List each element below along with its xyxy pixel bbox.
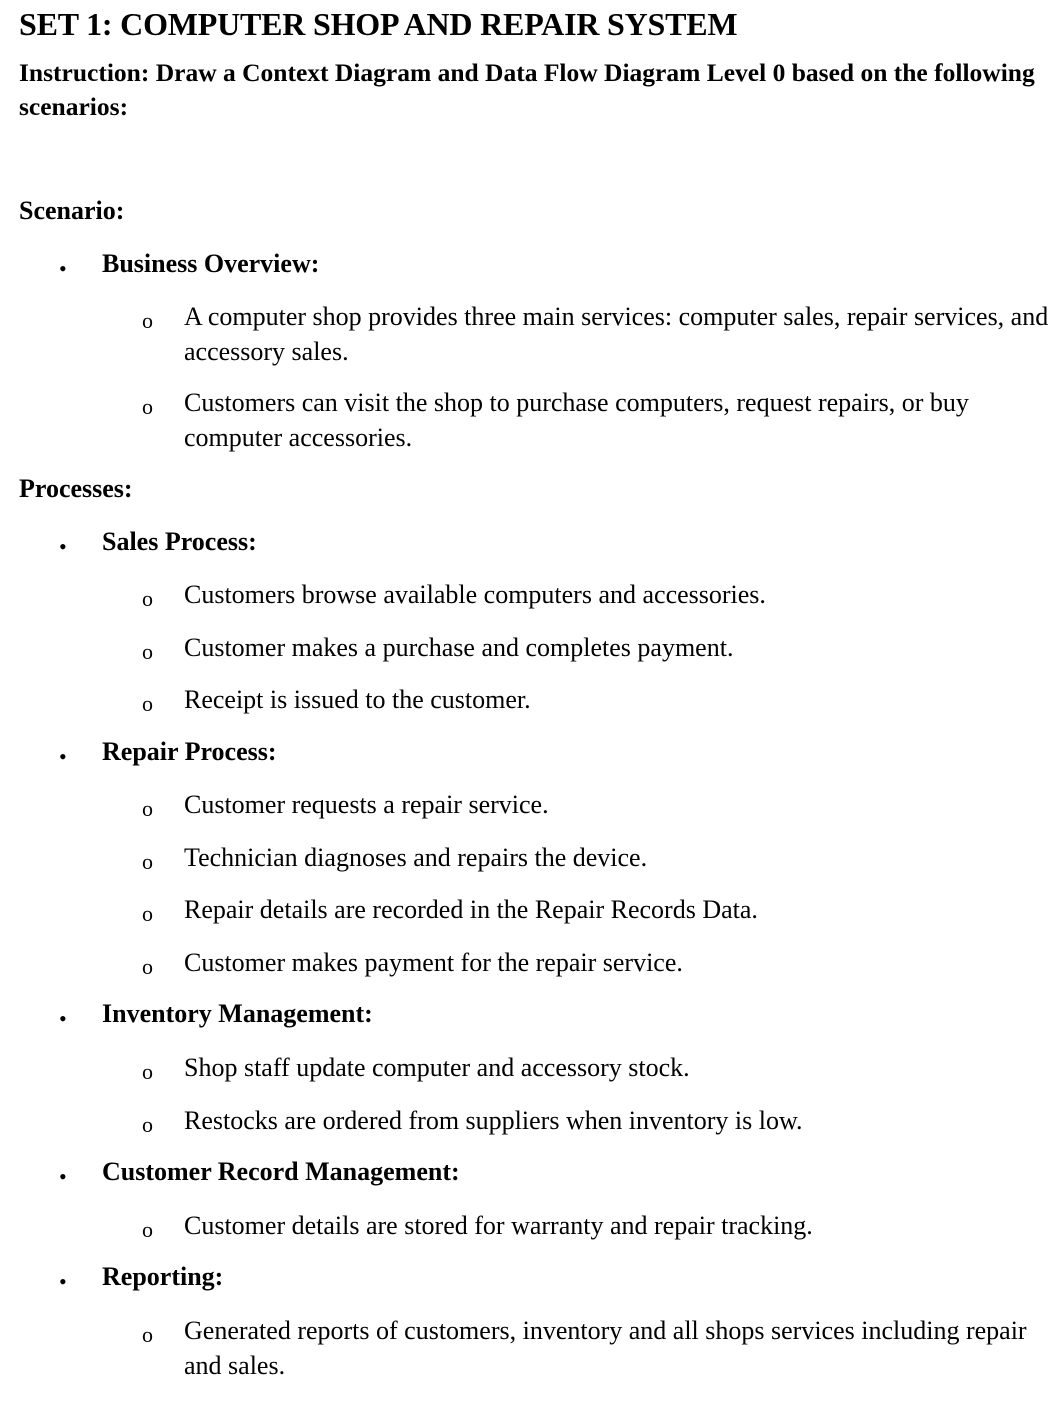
- business-overview-item: A computer shop provides three main services: computer sales, repair services, and accessory sales.: [184, 302, 1049, 366]
- sub-bullet-marker: o: [142, 586, 153, 611]
- reporting-label: Reporting:: [102, 1262, 224, 1291]
- inventory-management-label: Inventory Management:: [102, 999, 373, 1028]
- sub-bullet-marker: o: [142, 954, 153, 979]
- repair-process-label: Repair Process:: [102, 737, 277, 766]
- bullet-marker: •: [59, 1269, 67, 1294]
- scenario-heading: Scenario:: [19, 196, 125, 225]
- sales-process-item: Receipt is issued to the customer.: [184, 685, 531, 714]
- sub-bullet-marker: o: [142, 308, 153, 333]
- processes-heading: Processes:: [19, 474, 133, 503]
- bullet-marker: •: [59, 534, 67, 559]
- instruction-text: Instruction: Draw a Context Diagram and Data Flow Diagram Level 0 based on the following scenarios:: [19, 58, 1035, 121]
- business-overview-label: Business Overview:: [102, 249, 320, 278]
- bullet-marker: •: [59, 256, 67, 281]
- reporting-item: Generated reports of customers, inventory and all shops services including repair and sales.: [184, 1316, 1027, 1380]
- repair-process-item: Customer makes payment for the repair service.: [184, 948, 683, 977]
- inventory-management-item: Restocks are ordered from suppliers when inventory is low.: [184, 1106, 803, 1135]
- repair-process-item: Technician diagnoses and repairs the device.: [184, 843, 648, 872]
- sub-bullet-marker: o: [142, 1322, 153, 1347]
- sales-process-item: Customers browse available computers and accessories.: [184, 580, 766, 609]
- inventory-management-item: Shop staff update computer and accessory stock.: [184, 1053, 690, 1082]
- sub-bullet-marker: o: [142, 1059, 153, 1084]
- bullet-marker: •: [59, 1164, 67, 1189]
- customer-record-management-item: Customer details are stored for warranty and repair tracking.: [184, 1211, 813, 1240]
- bullet-marker: •: [59, 1006, 67, 1031]
- sub-bullet-marker: o: [142, 691, 153, 716]
- bullet-marker: •: [59, 744, 67, 769]
- business-overview-item: Customers can visit the shop to purchase computers, request repairs, or buy computer accessories.: [184, 388, 969, 452]
- document-title: SET 1: COMPUTER SHOP AND REPAIR SYSTEM: [19, 6, 738, 42]
- repair-process-item: Customer requests a repair service.: [184, 790, 549, 819]
- sales-process-item: Customer makes a purchase and completes payment.: [184, 633, 734, 662]
- sales-process-label: Sales Process:: [102, 527, 257, 556]
- customer-record-management-label: Customer Record Management:: [102, 1157, 460, 1186]
- sub-bullet-marker: o: [142, 1112, 153, 1137]
- sub-bullet-marker: o: [142, 849, 153, 874]
- sub-bullet-marker: o: [142, 901, 153, 926]
- sub-bullet-marker: o: [142, 394, 153, 419]
- sub-bullet-marker: o: [142, 639, 153, 664]
- repair-process-item: Repair details are recorded in the Repair Records Data.: [184, 895, 758, 924]
- sub-bullet-marker: o: [142, 796, 153, 821]
- sub-bullet-marker: o: [142, 1217, 153, 1242]
